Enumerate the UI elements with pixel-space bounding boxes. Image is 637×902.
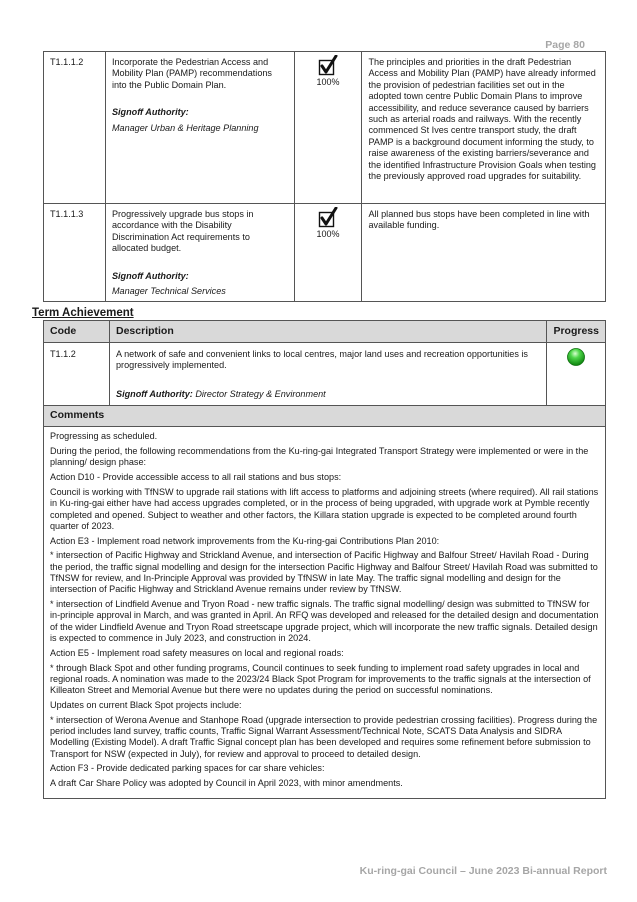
header-description: Description bbox=[110, 321, 547, 343]
comment-paragraph: Action D10 - Provide accessible access to all rail stations and bus stops: bbox=[50, 472, 342, 483]
task-table bbox=[43, 51, 606, 302]
task-code: T1.1.1.3 bbox=[44, 204, 106, 302]
term-signoff-label: Signoff Authority: bbox=[116, 388, 193, 399]
check-box-icon bbox=[318, 207, 338, 228]
comment-paragraph: Council is working with TfNSW to upgrade rail stations with lift access to platforms and adjoining streets (where required). All rail stations in Ku-ring-gai either have had access upgrades completed, or in the process of being upgraded, with upgrade work at Pymble recently completed and opened. Subject to weather and other factors, the Killara station upgrade is expected to be completed around fourth quarter of 2023. bbox=[50, 486, 599, 531]
table-row bbox=[44, 204, 606, 302]
term-achievement-table bbox=[43, 320, 606, 799]
task-code: T1.1.1.2 bbox=[44, 52, 106, 204]
table-row bbox=[44, 343, 606, 406]
comment-paragraph: Action F3 - Provide dedicated parking spaces for car share vehicles: bbox=[50, 763, 325, 774]
progress-status-icon bbox=[566, 347, 586, 367]
task-status-cell bbox=[294, 204, 362, 302]
comments-row bbox=[44, 427, 606, 799]
term-description: A network of safe and convenient links to local centres, major land uses and recreation opportunities is progressively implemented. bbox=[116, 349, 528, 371]
task-percent: 100% bbox=[316, 229, 340, 239]
comments-heading: Comments bbox=[44, 406, 606, 427]
comment-paragraph: * intersection of Werona Avenue and Stanhope Road (upgrade intersection to provide pedestrian crossing facilities). Progress during the period includes land survey, traffic counts, Traffic Signal Warrant Assessment/Technical Note, SCATS Data Analysis and SIDRA Modelling (Existing Model). A draft Traffic Signal concept plan has been developed and requires some refinement before submission to Transport for NSW (expected in July), for review and approval to proceed to detailed design. bbox=[50, 714, 598, 759]
check-box-icon bbox=[318, 55, 338, 76]
comments-body bbox=[44, 427, 606, 799]
task-percent: 100% bbox=[316, 77, 340, 87]
task-status-cell bbox=[294, 52, 362, 204]
page-number: Page 80 bbox=[545, 39, 585, 51]
task-comment: All planned bus stops have been completed in line with available funding. bbox=[362, 204, 606, 302]
term-description-cell bbox=[110, 343, 547, 406]
header-progress: Progress bbox=[547, 321, 606, 343]
task-description: Progressively upgrade bus stops in accordance with the Disability Discrimination Act requirements to allocated budget. bbox=[111, 209, 254, 254]
comment-paragraph: Action E3 - Implement road network improvements from the Ku-ring-gai Contributions Plan 2010: bbox=[50, 535, 440, 546]
comment-paragraph: Action E5 - Implement road safety measures on local and regional roads: bbox=[50, 647, 344, 658]
term-signoff bbox=[116, 389, 540, 400]
comment-paragraph: A draft Car Share Policy was adopted by Council in April 2023, with minor amendments. bbox=[50, 778, 403, 789]
task-comment: The principles and priorities in the draft Pedestrian Access and Mobility Plan (PAMP) have already informed the provision of pedestrian facilities set out in the adopted town centre Public Domain Plans to improve accessibility, and reduce severance caused by barriers such as arterial roads and railways. With the recently commenced St Ives centre transport study, the draft PAMP is a background document informing the study, to raise awareness of the existing barriers/severance and the identified Infrastructure Provision Goals when testing the previously approved road upgrades for suitability. bbox=[362, 52, 606, 204]
term-signoff-name: Director Strategy & Environment bbox=[195, 388, 326, 399]
comment-paragraph: * intersection of Pacific Highway and Strickland Avenue, and intersection of Pacific Highway and Balfour Street/ Havilah Road - During the period, the traffic signal modelling and design for the intersection Pacific Highway and Balfour Street/ Havilah Road was submitted to TfNSW for review, and In-Principle Approval was provided by TfNSW in late May. The traffic signal modelling and design for the intersection of Pacific Highway and Strickland Avenue remains under review by TfNSW. bbox=[50, 550, 598, 595]
comment-paragraph: * intersection of Lindfield Avenue and Tryon Road - new traffic signals. The traffic signal modelling/ design was submitted to TfNSW for in-principle approval in March, and was granted in April. An RFQ was developed and released for the detailed design and documentation of the wider Lindfield Avenue and Tryon Road streetscape upgrade project, which will incorporate the new traffic signals. Detailed design is expected to commence in July 2023, and construction in 2024. bbox=[50, 599, 599, 643]
task-description-cell bbox=[105, 204, 294, 302]
term-progress-cell bbox=[547, 343, 606, 406]
header-code: Code bbox=[44, 321, 110, 343]
signoff-label: Signoff Authority: bbox=[111, 107, 189, 118]
table-header-row bbox=[44, 321, 606, 343]
task-description: Incorporate the Pedestrian Access and Mobility Plan (PAMP) recommendations into the Public Domain Plan. bbox=[111, 57, 272, 90]
term-code: T1.1.2 bbox=[44, 343, 110, 406]
footer: Ku-ring-gai Council – June 2023 Bi-annual Report bbox=[359, 865, 607, 877]
signoff-name: Manager Urban & Heritage Planning bbox=[111, 122, 259, 133]
comment-paragraph: During the period, the following recommendations from the Ku-ring-gai Integrated Transport Strategy were implemented or were in the planning/ design phase: bbox=[50, 446, 589, 468]
section-heading: Term Achievement bbox=[32, 307, 134, 319]
comment-paragraph: * through Black Spot and other funding programs, Council continues to seek funding to implement road safety upgrades in local and regional roads. A nomination was made to the 2023/24 Black Spot Program for improvements to the traffic signals at the intersection of Killeaton Street and Memorial Avenue but there were no updates during the period on successful nominations. bbox=[50, 662, 591, 696]
comment-paragraph: Progressing as scheduled. bbox=[50, 431, 158, 442]
signoff-name: Manager Technical Services bbox=[111, 286, 226, 297]
signoff-label: Signoff Authority: bbox=[111, 270, 189, 281]
table-row bbox=[44, 52, 606, 204]
comments-header-row bbox=[44, 406, 606, 427]
task-description-cell bbox=[105, 52, 294, 204]
comment-paragraph: Updates on current Black Spot projects include: bbox=[50, 699, 242, 710]
